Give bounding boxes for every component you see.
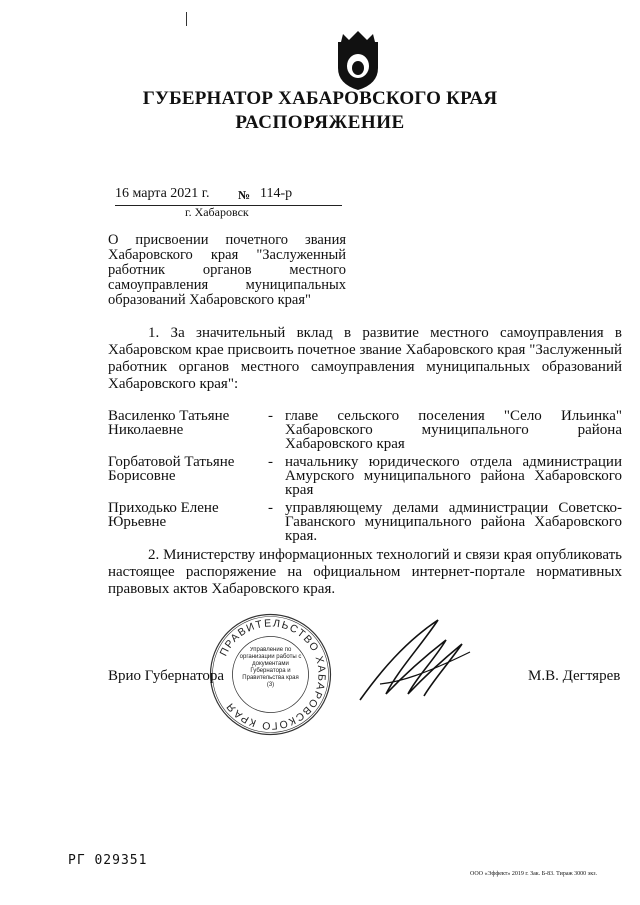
awardee-row <box>108 409 622 455</box>
document-subject: О присвоении почетного звания Хабаровского края "Заслуженный работник органов местного самоуправления муниципальных образований Хабаровского края" <box>108 232 346 308</box>
printer-note: ООО «Эффект» 2019 г. Зак. Б-83. Тираж 3000 экз. <box>470 871 597 877</box>
registration-number: РГ 029351 <box>68 853 148 868</box>
awardee-list <box>108 409 622 547</box>
top-margin-mark <box>186 12 187 26</box>
seal-ring-text: ПРАВИТЕЛЬСТВО ХАБАРОВСКОГО КРАЯ <box>217 617 328 732</box>
paragraph-2: 2. Министерству информационных технологий и связи края опубликовать настоящее распоряжение на официальном интернет-портале нормативных правовых актов Хабаровского края. <box>108 547 622 597</box>
official-seal-icon <box>208 612 333 737</box>
document-date: 16 марта 2021 г. <box>115 186 210 201</box>
awardee-dash: - <box>268 408 273 424</box>
awardee-dash: - <box>268 454 273 470</box>
coat-of-arms-icon <box>333 28 383 92</box>
awardee-dash: - <box>268 500 273 516</box>
number-sign: № <box>238 188 251 202</box>
signatory-name: М.В. Дегтярев <box>528 668 621 684</box>
awardee-name: Горбатовой Татьяне Борисовне <box>108 454 235 484</box>
issuer-title: ГУБЕРНАТОР ХАБАРОВСКОГО КРАЯ <box>142 88 498 109</box>
seal-inner-text: Управление по организации работы с документами Губернатора и Правительства края (3) <box>239 647 302 688</box>
handwritten-signature-icon <box>350 612 480 707</box>
document-type: РАСПОРЯЖЕНИЕ <box>235 112 405 133</box>
city: г. Хабаровск <box>185 205 249 219</box>
document-number: 114-р <box>260 186 293 201</box>
paragraph-1: 1. За значительный вклад в развитие местного самоуправления в Хабаровском крае присвоить почетное звание Хабаровского края "Заслуженный работник органов местного самоуправления муниципальных образований Хабаровского края": <box>108 325 622 392</box>
awardee-row <box>108 501 622 547</box>
awardee-name: Приходько Елене Юрьевне <box>108 500 219 530</box>
awardee-position: управляющему делами администрации Советско-Гаванского муниципального района Хабаровского края. <box>285 500 622 544</box>
awardee-row <box>108 455 622 501</box>
awardee-position: начальнику юридического отдела администрации Амурского муниципального района Хабаровского края <box>285 454 622 498</box>
signatory-position: Врио Губернатора <box>108 668 225 684</box>
awardee-name: Василенко Татьяне Николаевне <box>108 408 230 438</box>
awardee-position: главе сельского поселения "Село Ильинка" Хабаровского муниципального района Хабаровского края <box>285 408 622 452</box>
